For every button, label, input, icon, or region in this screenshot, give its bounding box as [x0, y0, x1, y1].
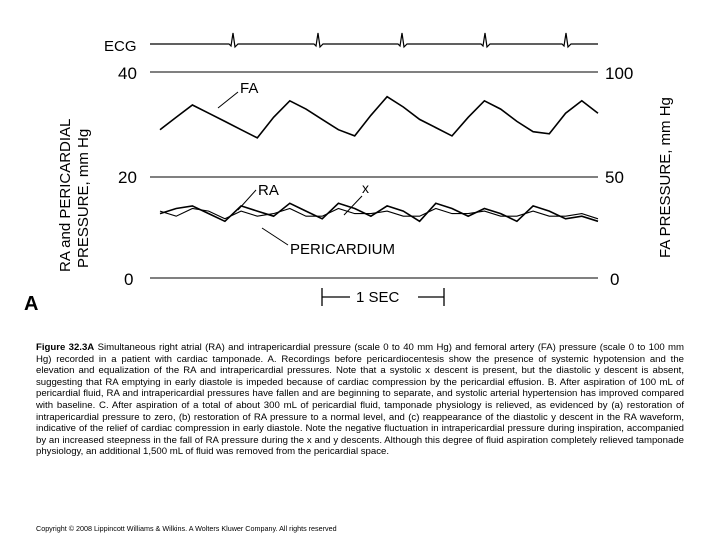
ecg-trace: [150, 33, 598, 47]
series-pericardium-line: [160, 209, 598, 219]
left-tick-20: 20: [118, 168, 137, 187]
ecg-label: ECG: [104, 38, 137, 55]
right-axis-label: FA PRESSURE, mm Hg: [657, 97, 674, 258]
caption-label: Figure 32.3A: [36, 342, 95, 353]
figure-caption: [36, 342, 684, 458]
left-tick-0: 0: [124, 270, 134, 289]
left-axis-label-line2: PRESSURE, mm Hg: [75, 128, 92, 268]
right-tick-100: 100: [605, 64, 634, 83]
left-axis-label-line1: RA and PERICARDIAL: [57, 118, 74, 272]
right-tick-0: 0: [610, 270, 620, 289]
annotation-x: x: [362, 180, 369, 196]
series-label-fa: FA: [240, 80, 259, 97]
right-tick-50: 50: [605, 168, 624, 187]
time-scale-label: 1 SEC: [356, 289, 400, 306]
left-tick-40: 40: [118, 64, 137, 83]
leader-fa: [218, 92, 238, 108]
series-label-pericardium: PERICARDIUM: [290, 241, 396, 258]
copyright-notice: Copyright © 2008 Lippincott Williams & Wilkins. A Wolters Kluwer Company. All rights reserved: [36, 524, 337, 533]
caption-text: Simultaneous right atrial (RA) and intrapericardial pressure (scale 0 to 40 mm Hg) and femoral artery (FA) pressure (scale 0 to 100 mm Hg) recorded in a patient with cardiac tamponade. A. Recordings before pericardiocentesis show the presence of systemic hypotension and the elevation and equalization of the RA and intrapericardial pressures. Note that a systolic x descent is present, but the diastolic y descent is absent, suggesting that RA emptying in early diastole is impeded because of cardiac compression by the pericardial effusion. B. After aspiration of 100 mL of pericardial fluid, RA and intrapericardial pressures have fallen and are beginning to separate, and systolic arterial hypertension has improved compared with baseline. C. After aspiration of a total of about 300 mL of pericardial fluid, tamponade physiology is relieved, as evidenced by (a) restoration of intrapericardial pressure to zero, (b) restoration of RA pressure to a normal level, and (c) reappearance of the diastolic y descent in the RA waveform, indicative of the relief of cardiac compression in early diastole. Note the negative fluctuation in intrapericardial pressure during inspiration, accompanied by an increased steepness in the fall of RA pressure during the x and y descents. Although this degree of fluid aspiration completely relieved tamponade physiology, an additional 1,500 mL of fluid was removed from the pericardial space.: [36, 342, 684, 458]
series-fa-line: [160, 97, 598, 138]
panel-label: A: [24, 293, 39, 315]
leader-pericardium: [262, 228, 288, 245]
series-label-ra: RA: [258, 182, 279, 199]
